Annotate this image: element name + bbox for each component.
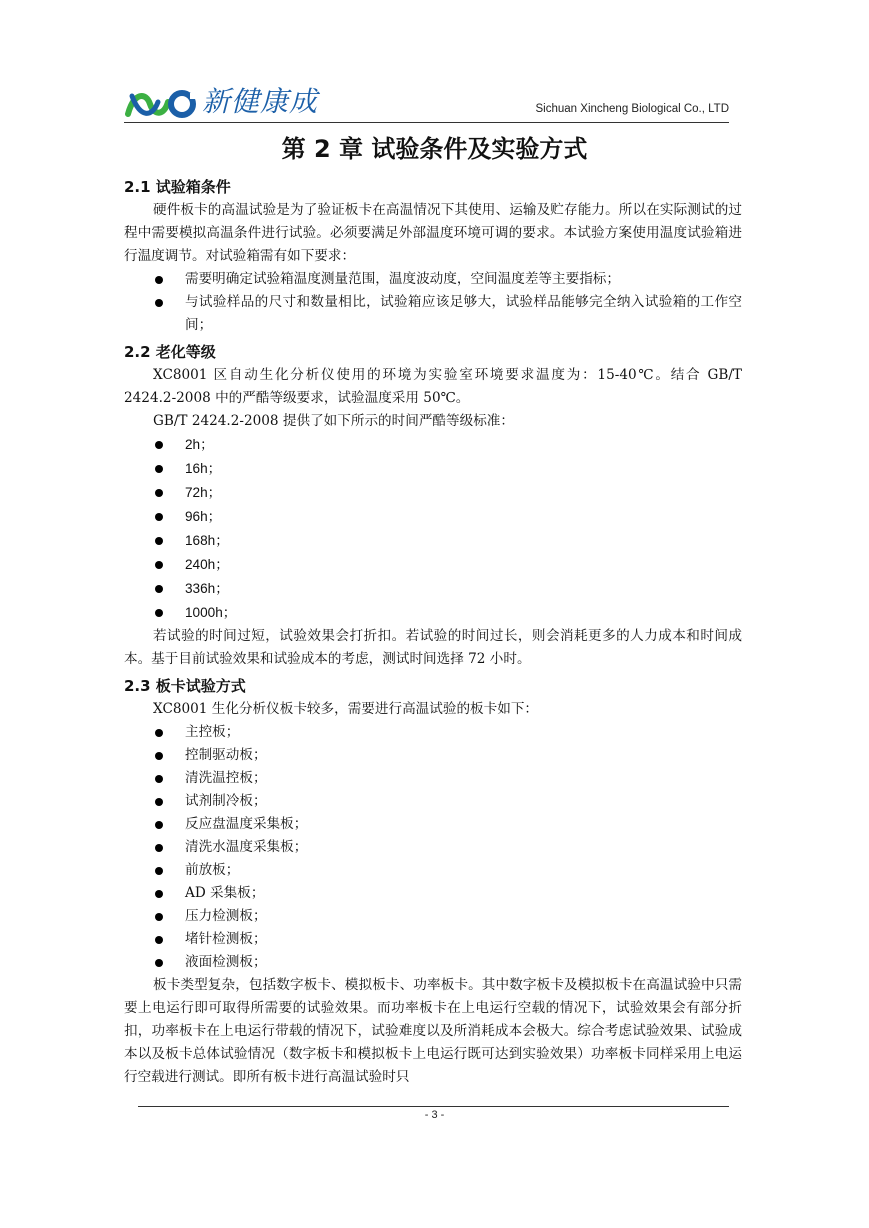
bullet-icon [155,775,163,783]
section-2-2-paragraph-3: 若试验的时间过短，试验效果会打折扣。若试验的时间过长，则会消耗更多的人力成本和时间成本。基于目前试验效果和试验成本的考虑，测试时间选择 72 小时。 [124,628,742,667]
content-body [124,176,742,1089]
bullet-icon [155,821,163,829]
list-item: 清洗水温度采集板； [124,836,742,859]
list-item: 240h； [124,553,742,577]
bullet-icon [155,537,163,545]
bullet-icon [155,867,163,875]
list-item: 72h； [124,481,742,505]
list-item: 试剂制冷板； [124,790,742,813]
logo-text: 新健康成 [202,85,319,118]
bullet-icon [155,276,163,284]
section-2-1-paragraph: 硬件板卡的高温试验是为了验证板卡在高温情况下其使用、运输及贮存能力。所以在实际测试的过程中需要模拟高温条件进行试验。必须要满足外部温度环境可调的要求。本试验方案使用温度试验箱进行温度调节。对试验箱需有如下要求： [124,202,742,264]
page-number: - 3 - [424,1109,445,1121]
bullet-icon [155,561,163,569]
list-item: 液面检测板； [124,951,742,974]
header-divider [124,122,729,123]
list-item: 16h； [124,457,742,481]
bullet-icon [155,752,163,760]
company-name: Sichuan Xincheng Biological Co., LTD [535,103,729,115]
list-item: 前放板； [124,859,742,882]
list-item: 96h； [124,505,742,529]
list-item: AD 采集板； [124,882,742,905]
section-2-2-paragraph-1: XC8001 区自动生化分析仪使用的环境为实验室环境要求温度为：15-40℃。结合 GB/T 2424.2-2008 中的严酷等级要求，试验温度采用 50℃。 [124,367,742,406]
board-list [124,721,742,974]
logo-mark-icon [124,84,204,122]
list-item: 压力检测板； [124,905,742,928]
duration-list [124,433,742,625]
list-item: 主控板； [124,721,742,744]
list-item: 与试验样品的尺寸和数量相比，试验箱应该足够大，试验样品能够完全纳入试验箱的工作空间； [124,291,742,337]
bullet-icon [155,729,163,737]
list-item: 336h； [124,577,742,601]
section-2-3-paragraph-1: XC8001 生化分析仪板卡较多，需要进行高温试验的板卡如下： [153,701,539,717]
list-item: 需要明确定试验箱温度测量范围，温度波动度，空间温度差等主要指标； [124,268,742,291]
company-logo [124,84,344,122]
bullet-icon [155,465,163,473]
page-header [124,84,729,124]
section-2-1-title: 2.1 试验箱条件 [124,178,231,196]
bullet-icon [155,609,163,617]
bullet-icon [155,585,163,593]
list-item: 1000h； [124,601,742,625]
chapter-title: 第 2 章 试验条件及实验方式 [281,135,588,163]
bullet-icon [155,798,163,806]
bullet-icon [155,936,163,944]
list-item: 168h； [124,529,742,553]
bullet-icon [155,844,163,852]
bullet-icon [155,513,163,521]
bullet-icon [155,299,163,307]
list-item: 堵针检测板； [124,928,742,951]
section-2-3-title: 2.3 板卡试验方式 [124,677,246,695]
footer-divider [138,1106,729,1107]
bullet-icon [155,890,163,898]
list-item: 2h； [124,433,742,457]
bullet-icon [155,959,163,967]
section-2-2-title: 2.2 老化等级 [124,343,216,361]
list-item: 清洗温控板； [124,767,742,790]
list-item: 控制驱动板； [124,744,742,767]
bullet-icon [155,913,163,921]
section-2-3-paragraph-2: 板卡类型复杂，包括数字板卡、模拟板卡、功率板卡。其中数字板卡及模拟板卡在高温试验中只需要上电运行即可取得所需要的试验效果。而功率板卡在上电运行空载的情况下，试验效果会有部分折扣，功率板卡在上电运行带载的情况下，试验难度以及所消耗成本会极大。综合考虑试验效果、试验成本以及板卡总体试验情况（数字板卡和模拟板卡上电运行既可达到实验效果）功率板卡同样采用上电运行空载进行测试。即所有板卡进行高温试验时只 [124,977,742,1085]
section-2-1-list [124,268,742,337]
list-item: 反应盘温度采集板； [124,813,742,836]
section-2-2-paragraph-2: GB/T 2424.2-2008 提供了如下所示的时间严酷等级标准： [153,413,514,429]
bullet-icon [155,441,163,449]
bullet-icon [155,489,163,497]
